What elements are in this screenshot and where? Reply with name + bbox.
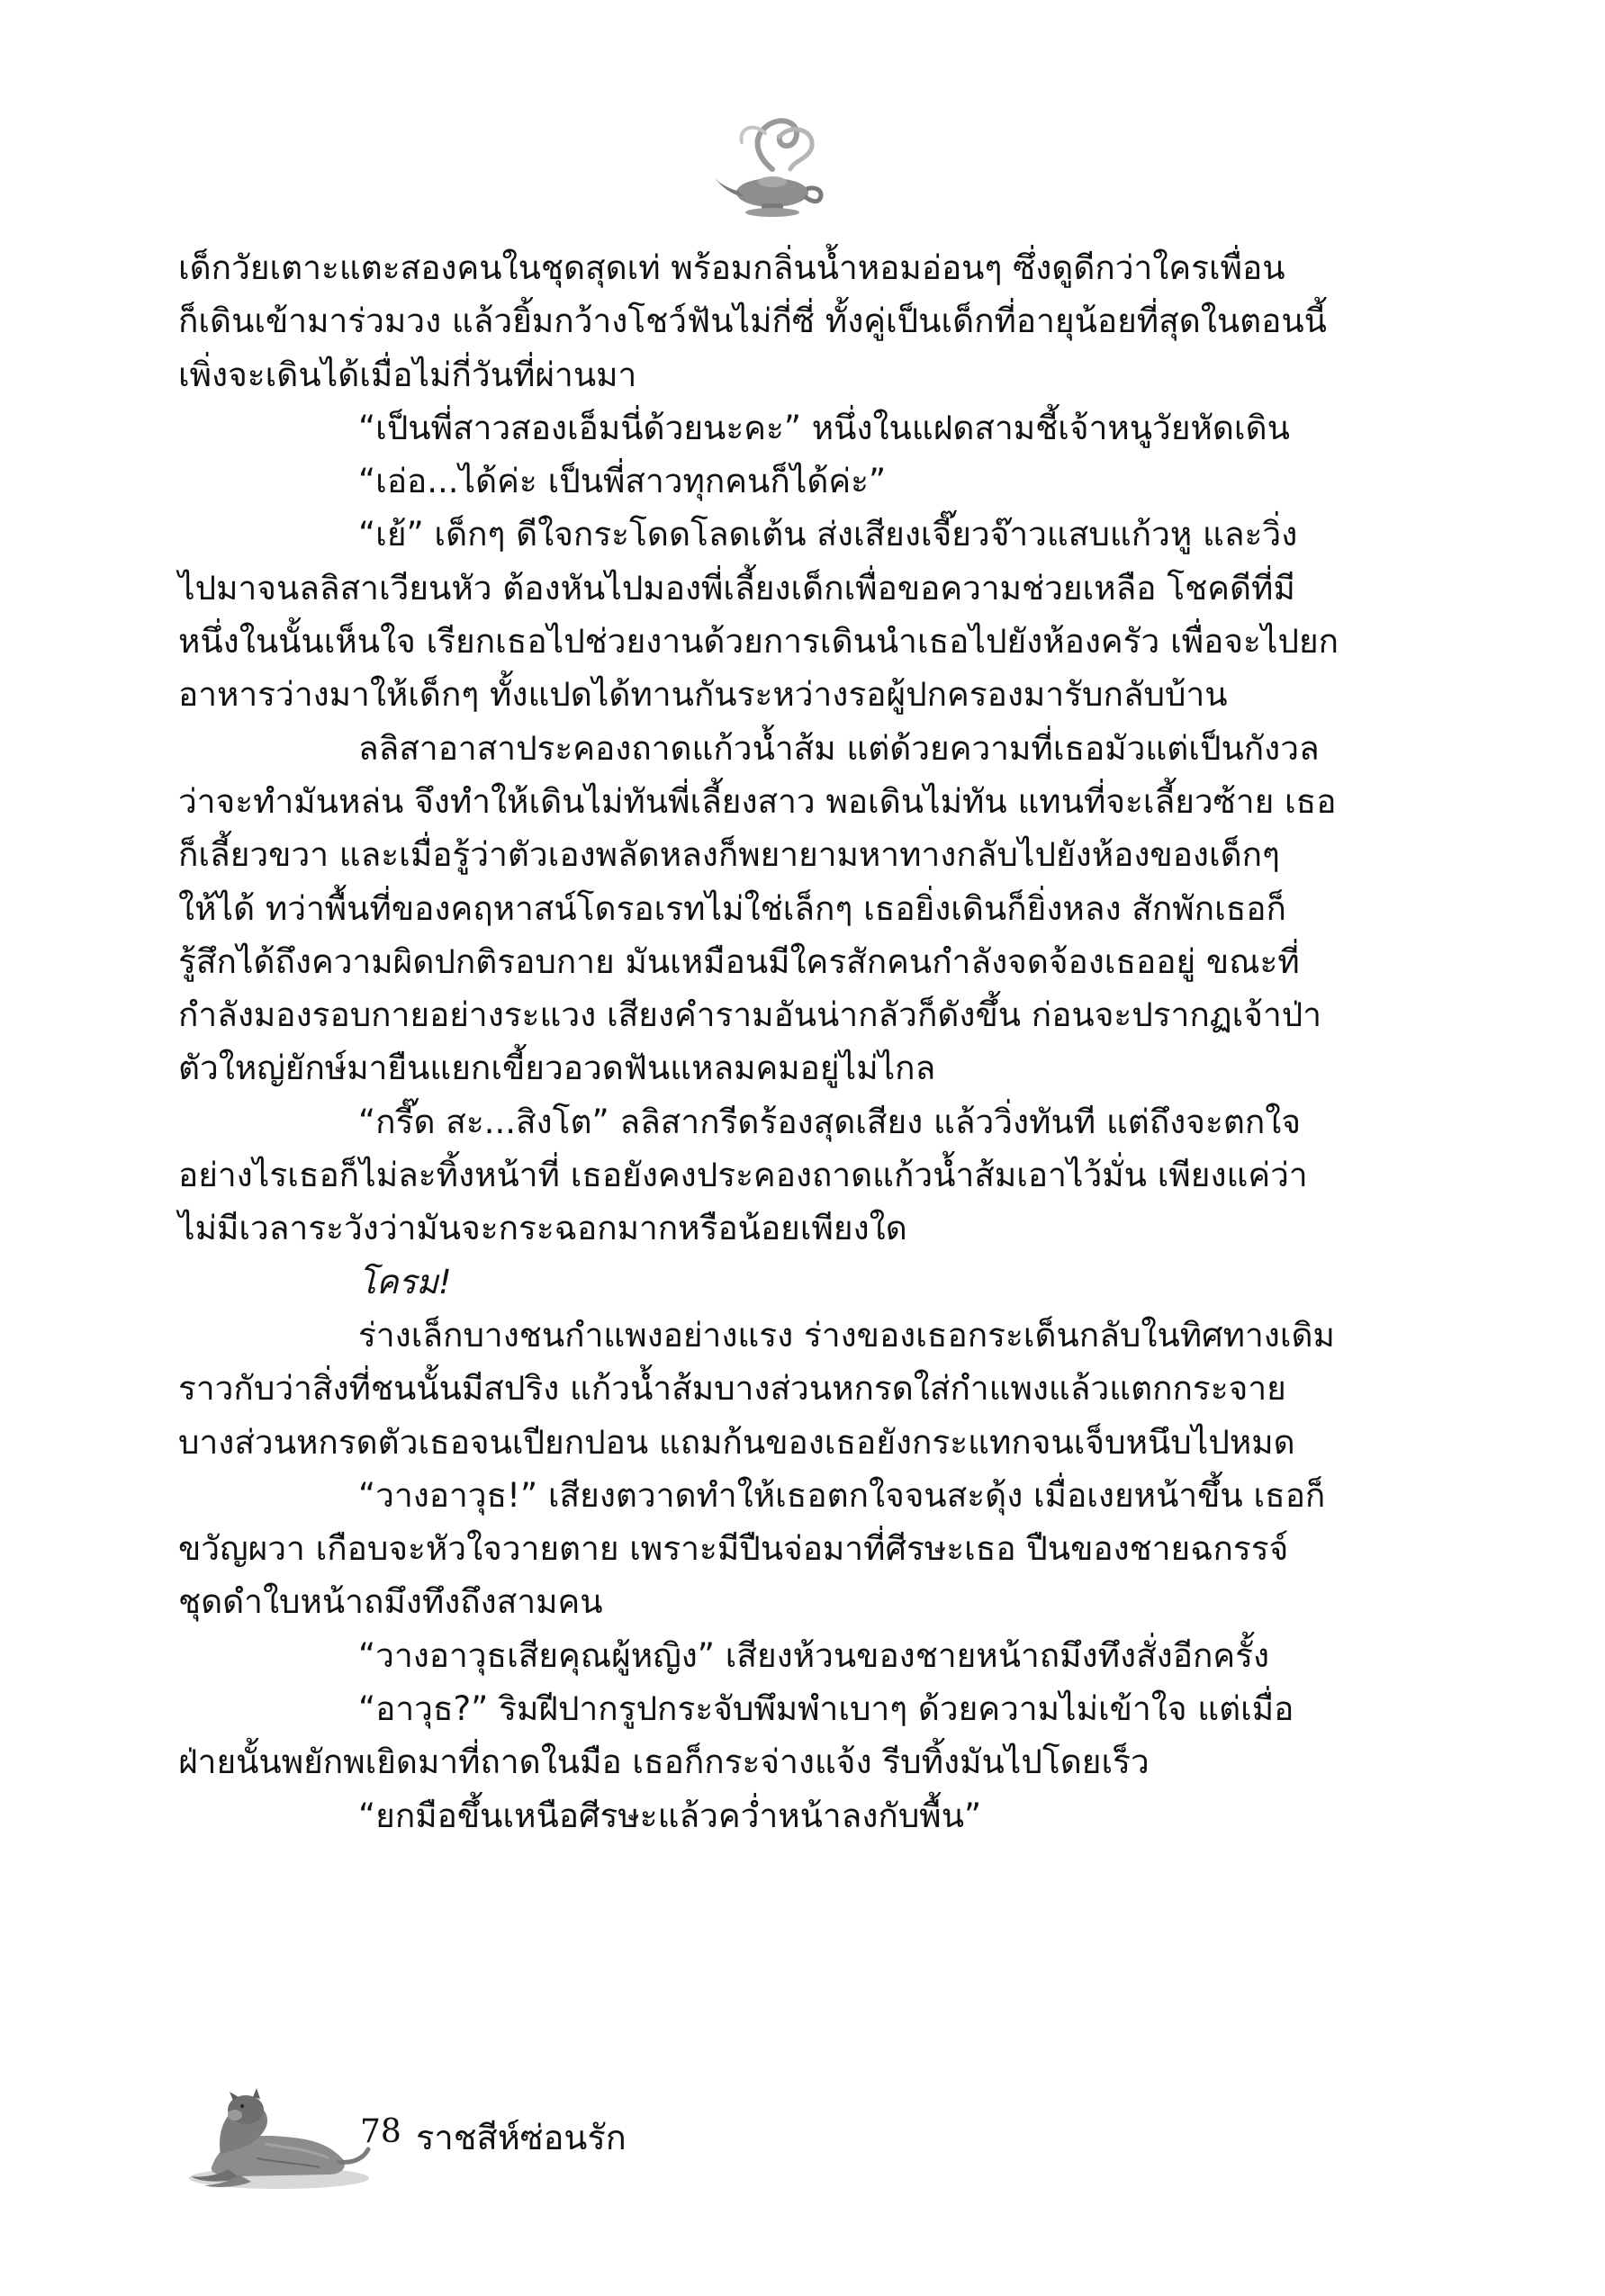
text-line: เด็กวัยเตาะแตะสองคนในชุดสุดเท่ พร้อมกลิ่นน้ำหอมอ่อนๆ ซึ่งดูดีกว่าใครเพื่อน (178, 248, 1285, 287)
text-line: “วางอาวุธ!” เสียงตวาดทำให้เธอตกใจจนสะดุ้ง เมื่อเงยหน้าขึ้น เธอก็ (358, 1475, 1326, 1515)
text-line: อย่างไรเธอก็ไม่ละทิ้งหน้าที่ เธอยังคงประคองถาดแก้วน้ำส้มเอาไว้มั่น เพียงแค่ว่า (178, 1156, 1308, 1195)
magic-lamp-icon (702, 106, 837, 223)
text-line: ไปมาจนลลิสาเวียนหัว ต้องหันไปมองพี่เลี้ยงเด็กเพื่อขอความช่วยเหลือ โชคดีที่มี (178, 568, 1295, 608)
text-line: เพิ่งจะเดินได้เมื่อไม่กี่วันที่ผ่านมา (178, 355, 637, 394)
text-line: ชุดดำใบหน้าถมึงทึงถึงสามคน (178, 1582, 603, 1622)
book-title: ราชสีห์ซ่อนรัก (416, 2118, 627, 2157)
text-line: “วางอาวุธเสียคุณผู้หญิง” เสียงห้วนของชายหน้าถมึงทึงสั่งอีกครั้ง (358, 1635, 1270, 1675)
text-line: “ยกมือขึ้นเหนือศีรษะแล้วคว่ำหน้าลงกับพื้น” (358, 1796, 982, 1835)
text-line: “เอ่อ...ได้ค่ะ เป็นพี่สาวทุกคนก็ได้ค่ะ” (358, 462, 887, 501)
text-line: ว่าจะทำมันหล่น จึงทำให้เดินไม่ทันพี่เลี้ยงสาว พอเดินไม่ทัน แทนที่จะเลี้ยวซ้าย เธอ (178, 781, 1337, 821)
page-footer (0, 2052, 1605, 2232)
text-line: “เป็นพี่สาวสองเอ็มนี่ด้วยนะคะ” หนึ่งในแฝดสามชี้เจ้าหนูวัยหัดเดิน (358, 408, 1290, 447)
text-line: ลลิสาอาสาประคองถาดแก้วน้ำส้ม แต่ด้วยความที่เธอมัวแต่เป็นกังวล (358, 728, 1320, 768)
text-line: หนึ่งในนั้นเห็นใจ เรียกเธอไปช่วยงานด้วยการเดินนำเธอไปยังห้องครัว เพื่อจะไปยก (178, 622, 1339, 662)
text-line: ร่างเล็กบางชนกำแพงอย่างแรง ร่างของเธอกระเด็นกลับในทิศทางเดิม (358, 1315, 1335, 1355)
text-line: ฝ่ายนั้นพยักพเยิดมาที่ถาดในมือ เธอก็กระจ่างแจ้ง รีบทิ้งมันไปโดยเร็ว (178, 1742, 1150, 1782)
text-line: ตัวใหญ่ยักษ์มายืนแยกเขี้ยวอวดฟันแหลมคมอยู่ไม่ไกล (178, 1049, 936, 1088)
text-line: บางส่วนหกรดตัวเธอจนเปียกปอน แถมก้นของเธอยังกระแทกจนเจ็บหนึบไปหมด (178, 1422, 1295, 1462)
text-line: รู้สึกได้ถึงความผิดปกติรอบกาย มันเหมือนมีใครสักคนกำลังจดจ้องเธออยู่ ขณะที่ (178, 941, 1300, 981)
lioness-icon (185, 2068, 374, 2194)
text-line: ให้ได้ ทว่าพื้นที่ของคฤหาสน์โดรอเรทไม่ใช่เล็กๆ เธอยิ่งเดินก็ยิ่งหลง สักพักเธอก็ (178, 888, 1286, 928)
text-line: ขวัญผวา เกือบจะหัวใจวายตาย เพราะมีปืนจ่อมาที่ศีรษะเธอ ปืนของชายฉกรรจ์ (178, 1529, 1289, 1569)
body-text (178, 241, 1366, 1842)
page-number: 78 (360, 2113, 401, 2150)
text-line: “อาวุธ?” ริมฝีปากรูปกระจับพึมพำเบาๆ ด้วยความไม่เข้าใจ แต่เมื่อ (358, 1689, 1294, 1729)
text-line: ก็เลี้ยวขวา และเมื่อรู้ว่าตัวเองพลัดหลงก็พยายามหาทางกลับไปยังห้องของเด็กๆ (178, 835, 1280, 875)
text-line: ราวกับว่าสิ่งที่ชนนั้นมีสปริง แก้วน้ำส้มบางส่วนหกรดใส่กำแพงแล้วแตกกระจาย (178, 1369, 1286, 1409)
text-line: ก็เดินเข้ามาร่วมวง แล้วยิ้มกว้างโชว์ฟันไม่กี่ซี่ ทั้งคู่เป็นเด็กที่อายุน้อยที่สุดในตอนนี้ (178, 302, 1327, 341)
text-line: “กรี๊ด สะ...สิงโต” ลลิสากรีดร้องสุดเสียง แล้ววิ่งทันที แต่ถึงจะตกใจ (358, 1102, 1302, 1141)
text-line: “เย้” เด็กๆ ดีใจกระโดดโลดเต้น ส่งเสียงเจี๊ยวจ๊าวแสบแก้วหู และวิ่ง (358, 515, 1298, 554)
text-line: กำลังมองรอบกายอย่างระแวง เสียงคำรามอันน่ากลัวก็ดังขึ้น ก่อนจะปรากฏเจ้าป่า (178, 995, 1322, 1035)
text-line: โครม! (358, 1262, 452, 1301)
text-line: ไม่มีเวลาระวังว่ามันจะกระฉอกมากหรือน้อยเพียงใด (178, 1209, 907, 1248)
text-line: อาหารว่างมาให้เด็กๆ ทั้งแปดได้ทานกันระหว่างรอผู้ปกครองมารับกลับบ้าน (178, 675, 1228, 715)
